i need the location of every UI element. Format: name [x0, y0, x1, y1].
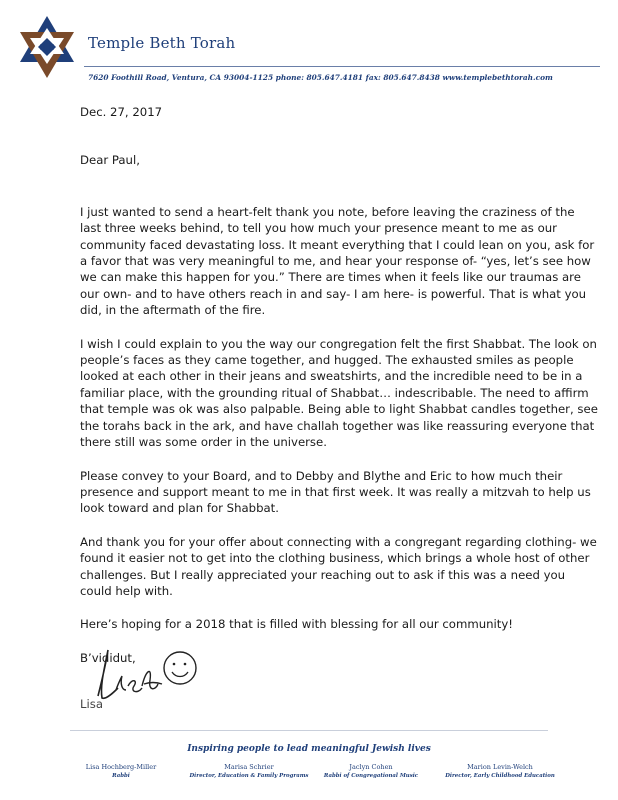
letterhead-divider [84, 66, 600, 67]
footer-tagline: Inspiring people to lead meaningful Jewish lives [187, 744, 431, 754]
footer-divider [70, 730, 548, 731]
staff-title: Rabbi of Congregational Music [323, 773, 419, 779]
staff-name: Marion Levin-Welch [467, 763, 533, 771]
staff-name: Jaclyn Cohen [349, 763, 393, 771]
paragraph-4: And thank you for your offer about connecting with a congregant regarding clothing- we found it easier not to get into the clothing business, which brings a whole host of other challenges. But I really appreciated your reaching out to ask if this was a need you could help with. [80, 534, 597, 598]
staff-name: Lisa Hochberg-Miller [85, 763, 157, 771]
staff-entry [66, 762, 176, 780]
paragraph-2: I wish I could explain to you the way our congregation felt the first Shabbat. The look on people’s faces as they came together, and hugged. The exhausted smiles as people looked at each other in their jeans and sweatshirts, and the incredible need to be in a familiar place, with the grounding ritual of Shabbat… indescribable. The need to affirm that temple was ok was also palpable. Being able to light Shabbat candles together, see the torahs back in the ark, and have challah together was like reassuring everyone that there still was some order in the universe. [80, 336, 598, 450]
staff-title: Director, Early Childhood Education [445, 773, 555, 779]
paragraph-5: Here’s hoping for a 2018 that is filled with blessing for all our community! [80, 617, 513, 632]
staff-title: Director, Education & Family Programs [189, 773, 309, 779]
handwritten-signature [92, 640, 202, 710]
paragraph-1: I just wanted to send a heart-felt thank you note, before leaving the craziness of the last three weeks behind, to tell you how much your presence meant to me as our community faced devastating loss. It meant everything that I could lean on you, ask for a favor that was very meaningful to me, and hear your response of- “yes, let’s see how we can make this happen for you.” There are times when it feels like our traumas are our own- and to have others reach in and say- I am here- is powerful. That is what you did, in the aftermath of the fire. [80, 204, 595, 318]
signer-name: Lisa [80, 697, 104, 711]
staff-title: Rabbi [112, 773, 130, 779]
closing: B’vididut, [80, 650, 136, 665]
staff-entry [184, 762, 314, 780]
staff-entry [430, 762, 570, 780]
salutation: Dear Paul, [80, 153, 140, 168]
letter-date: Dec. 27, 2017 [80, 105, 163, 119]
paragraph-3: Please convey to your Board, and to Debby and Blythe and Eric to how much their presence and support meant to me in that first week. It was really a mitzvah to help us look toward and plan for Shabbat. [80, 468, 591, 516]
temple-logo-icon [14, 14, 80, 80]
org-name: Temple Beth Torah [88, 34, 236, 52]
staff-name: Marisa Schrier [224, 763, 274, 771]
staff-entry [316, 762, 426, 780]
address-line: 7620 Foothill Road, Ventura, CA 93004-1125 phone: 805.647.4181 fax: 805.647.8438 www.templebethtorah.com [88, 73, 553, 82]
letter-body [80, 104, 598, 666]
